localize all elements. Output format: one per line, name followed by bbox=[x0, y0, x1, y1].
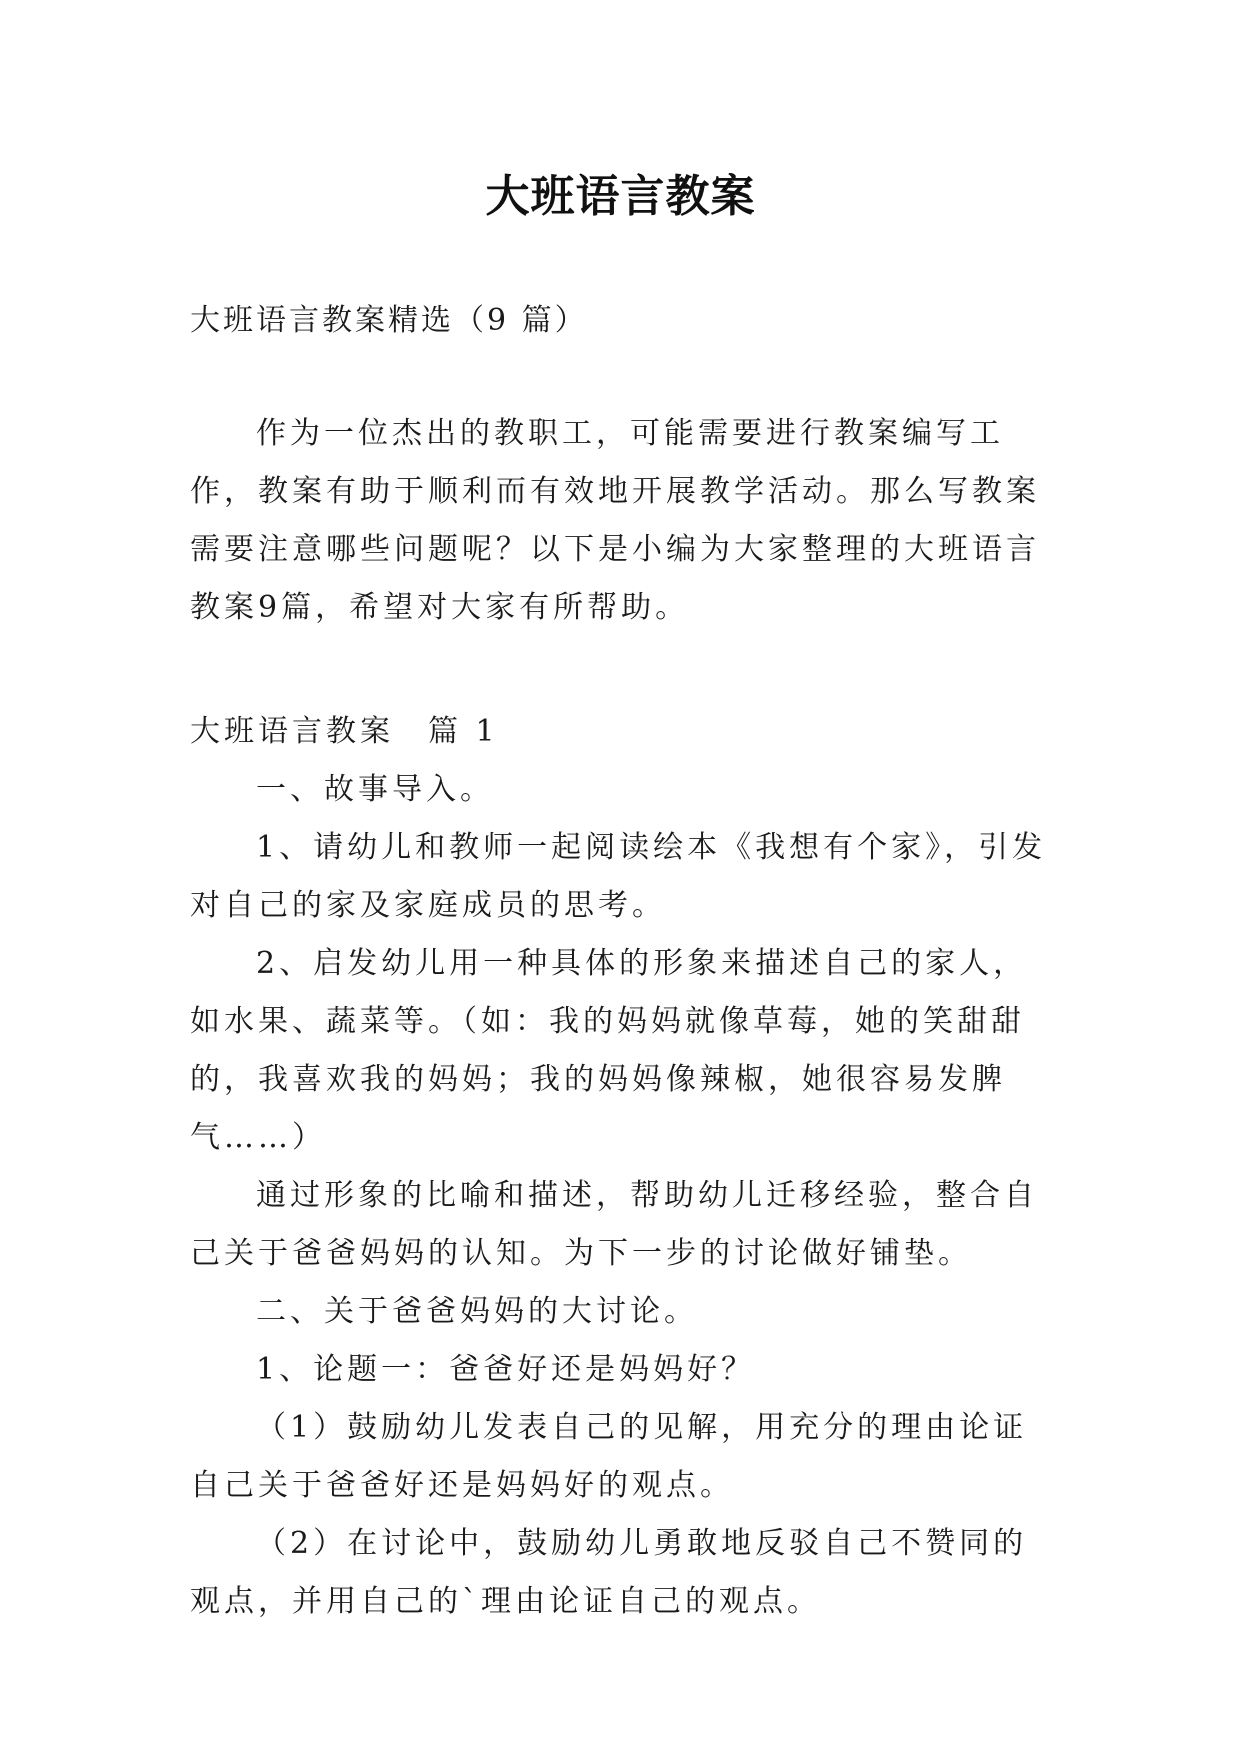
paragraph: 一、故事导入。 bbox=[256, 772, 494, 807]
section-block bbox=[190, 703, 1050, 1631]
paragraph: 通过形象的比喻和描述，帮助幼儿迁移经验，整合自己关于爸爸妈妈的认知。为下一步的讨论做好铺垫。 bbox=[190, 1178, 1038, 1271]
paragraph: （1）鼓励幼儿发表自己的见解，用充分的理由论证自己关于爸爸好还是妈妈好的观点。 bbox=[190, 1410, 1028, 1503]
document-subtitle: 大班语言教案精选（9 篇） bbox=[190, 303, 588, 338]
intro-paragraph: 作为一位杰出的教职工，可能需要进行教案编写工作，教案有助于顺利而有效地开展教学活动。那么写教案需要注意哪些问题呢？以下是小编为大家整理的大班语言教案9篇，希望对大家有所帮助。 bbox=[190, 416, 1040, 625]
paragraph: 二、关于爸爸妈妈的大讨论。 bbox=[256, 1294, 698, 1329]
paragraph: 2、启发幼儿用一种具体的形象来描述自己的家人，如水果、蔬菜等。（如：我的妈妈就像草莓，她的笑甜甜的，我喜欢我的妈妈；我的妈妈像辣椒，她很容易发脾气……） bbox=[190, 946, 1028, 1155]
intro-block bbox=[190, 405, 1050, 637]
section-heading: 大班语言教案 篇 1 bbox=[190, 714, 499, 749]
paragraph: （2）在讨论中，鼓励幼儿勇敢地反驳自己不赞同的观点，并用自己的`理由论证自己的观点。 bbox=[190, 1526, 1028, 1619]
page-title: 大班语言教案 bbox=[485, 171, 756, 222]
paragraph: 1、论题一：爸爸好还是妈妈好？ bbox=[256, 1352, 756, 1387]
paragraph: 1、请幼儿和教师一起阅读绘本《我想有个家》，引发对自己的家及家庭成员的思考。 bbox=[190, 830, 1047, 923]
